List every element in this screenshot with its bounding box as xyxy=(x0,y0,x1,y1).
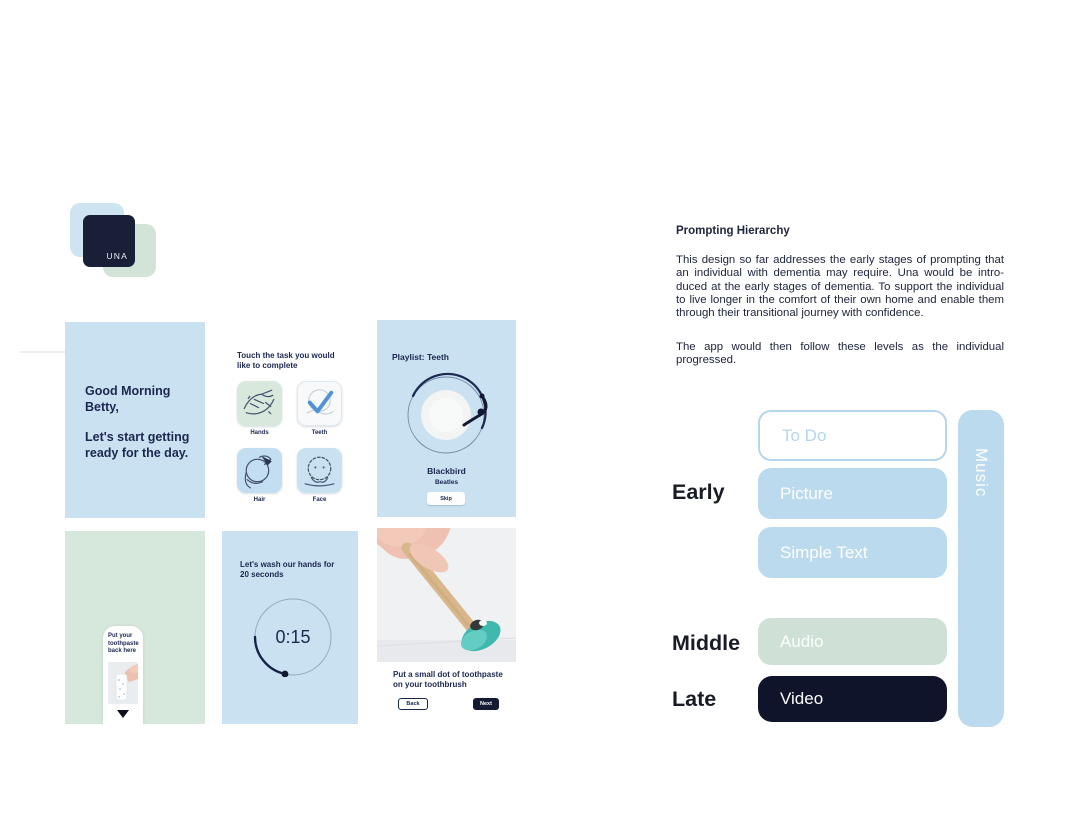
task-label-hair: Hair xyxy=(253,497,266,503)
record-player-illustration xyxy=(402,371,490,459)
toothpaste-dot-prompt: Put a small dot of toothpaste on your toothbrush xyxy=(393,670,503,689)
screen-greeting xyxy=(65,322,205,518)
stage-label-early: Early xyxy=(672,480,725,504)
down-arrow-icon xyxy=(117,710,129,718)
next-button[interactable]: Next xyxy=(473,698,499,710)
task-label-teeth: Teeth xyxy=(311,430,328,436)
toothbrush-photo xyxy=(377,528,516,662)
toothpaste-card xyxy=(103,626,143,724)
playlist-title: Playlist: Teeth xyxy=(392,352,449,362)
page-divider-line xyxy=(20,351,65,353)
hierarchy-music-bar xyxy=(958,410,1004,727)
intro-paragraph xyxy=(676,254,1004,320)
music-bar-label: Music xyxy=(972,448,991,498)
task-label-face: Face xyxy=(312,497,327,503)
greeting-line1: Good Morning Betty, xyxy=(85,384,171,414)
task-tile-face[interactable] xyxy=(297,448,342,493)
stage-label-middle: Middle xyxy=(672,631,741,655)
stage-label-late: Late xyxy=(672,687,717,711)
toothpaste-photo xyxy=(108,662,138,704)
hands-washing-icon xyxy=(237,381,282,426)
task-tile-hands[interactable] xyxy=(237,381,282,426)
section-heading: Prompting Hierarchy xyxy=(676,225,790,237)
follow-up-paragraph xyxy=(676,341,1004,368)
screen-playlist xyxy=(377,320,516,517)
task-label-hands: Hands xyxy=(250,430,269,436)
una-logo-text: UNA xyxy=(106,251,128,261)
hair-brushing-icon xyxy=(237,448,282,493)
paragraph-line: duced at the early stages of dementia. To support the individual xyxy=(676,280,1004,293)
toothpaste-prompt: Put your toothpaste back here xyxy=(108,633,139,654)
hierarchy-box-simple-text: Simple Text xyxy=(758,527,947,578)
task-select-title: Touch the task you would like to complete xyxy=(237,351,335,370)
paragraph-line: to live longer in the comfort of their own home and enable them xyxy=(676,293,1004,306)
teeth-check-icon xyxy=(298,382,341,425)
una-logo xyxy=(83,215,135,267)
screen-wash-timer xyxy=(222,531,358,724)
face-washing-icon xyxy=(297,448,342,493)
paragraph-line: through their transitional journey with confidence. xyxy=(676,307,924,320)
greeting-line2: Let's start getting ready for the day. xyxy=(85,430,190,460)
screen-toothpaste-back xyxy=(65,531,205,724)
timer-countdown: 0:15 xyxy=(275,627,311,647)
song-title: Blackbird xyxy=(427,466,466,476)
hierarchy-box-video: Video xyxy=(758,676,947,722)
back-button[interactable]: Back xyxy=(398,698,428,710)
skip-button[interactable]: Skip xyxy=(427,492,465,505)
screen-task-select xyxy=(222,322,358,518)
hierarchy-box-audio: Audio xyxy=(758,618,947,665)
paragraph-line: an individual with dementia may require. Una would be intro- xyxy=(676,267,1004,280)
task-tile-hair[interactable] xyxy=(237,448,282,493)
hierarchy-box-todo: To Do xyxy=(758,410,947,461)
paragraph-line: This design so far addresses the early stages of prompting that xyxy=(676,254,1004,266)
paragraph-line: The app would then follow these levels as the individual xyxy=(676,341,1004,353)
song-artist: Beatles xyxy=(434,479,459,486)
paragraph-line: progressed. xyxy=(676,354,737,367)
screen-toothpaste-dot xyxy=(377,528,516,724)
hierarchy-box-picture: Picture xyxy=(758,468,947,519)
timer-title: Let's wash our hands for 20 seconds xyxy=(240,560,335,579)
task-tile-teeth[interactable] xyxy=(297,381,342,426)
